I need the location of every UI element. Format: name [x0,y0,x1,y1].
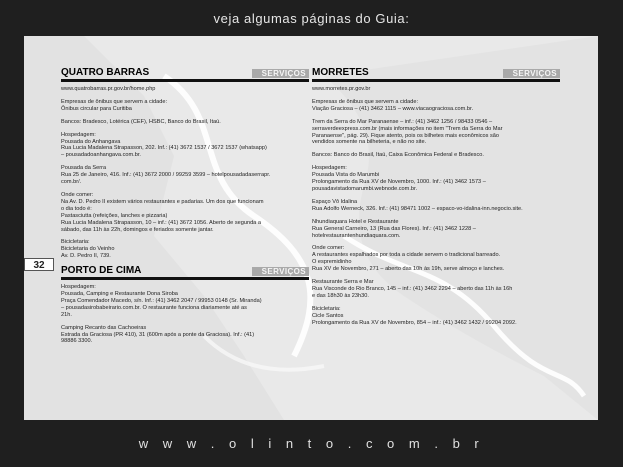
page-number: 32 [24,258,54,271]
info-line: Rua Lucia Madalena Strapasson, 10 – inf.: (41) 3672 1056. Aberto de segunda a [61,219,261,226]
guide-page-spread [24,36,598,420]
section-body-porto-de-cima [61,284,309,345]
section-header-morretes [312,68,560,82]
section-title: PORTO DE CIMA [61,265,142,277]
info-block [61,192,309,233]
info-line: Estrada da Graciosa (PR 410), 31 (600m após a ponte da Graciosa). Inf.: (41) [61,331,255,338]
section-tag: SERVIÇOS [252,69,309,78]
info-line: Na Av. D. Pedro II existem vários restaurantes e padarias. Um dos que funcionam [61,198,264,205]
section-tag: SERVIÇOS [252,267,309,276]
info-block [312,245,560,273]
info-line: Bicicletaria: [61,239,90,246]
info-line: O espremidinho [312,259,352,266]
info-line: Bancos: Banco do Brasil, Itaú, Caixa Econômica Federal e Bradesco. [312,152,484,159]
info-line: hotelrestaurantenhundiaquara.com. [312,232,401,239]
section-title: MORRETES [312,67,369,78]
info-line: – pousadadoanhangava.com.br. [61,152,141,159]
info-block [61,325,309,346]
info-block [61,132,309,160]
info-block [312,99,560,113]
section-body-morretes [312,86,560,326]
info-line: Bicicletaria: [312,305,341,312]
info-block [61,284,309,319]
info-line: Onde comer: [61,191,94,198]
info-block [312,219,560,240]
info-line: Camping Recanto das Cachoeiras [61,324,147,331]
info-line: Restaurante Serra e Mar [312,279,374,286]
info-line: Pousada, Camping e Restaurante Dona Siroba [61,291,178,298]
section-title: QUATRO BARRAS [61,67,150,78]
info-line: – pousadasirobabeirario.com.br. O restaurante funciona diariamente até as [61,304,247,311]
info-line: Pastasciutta (refeições, lanches e pizzaria) [61,212,168,219]
info-line: Empresas de ônibus que servem a cidade: [61,98,168,105]
info-line: Bancos: Bradesco, Lotérica (CEF), HSBC, Banco do Brasil, Itaú. [61,118,221,125]
info-line: Hospedagem: [61,131,96,138]
info-line: o dia todo é: [61,205,92,212]
info-line: Prolongamento da Rua XV de Novembro, 1000. Inf.: (41) 3462 1573 – [312,179,486,186]
info-line: Praça Comendador Macedo, s/n. Inf.: (41) 3462 2047 / 99953 0148 (Sr. Miranda) [61,297,262,304]
info-line: Nhundiaquara Hotel e Restaurante [312,218,399,225]
info-line: Pousada do Anhangava [61,138,121,145]
info-line: www.quatrobarras.pr.gov.br/home.php [61,86,156,92]
info-line: Empresas de ônibus que servem a cidade: [312,98,419,105]
info-line: Rua 25 de Janeiro, 416. Inf.: (41) 3672 2000 / 99259 3599 – hotelpousadadaserrapr. [61,172,271,179]
info-line: vendidos somente na bilheteria, e não no site. [312,139,427,146]
section-tag: SERVIÇOS [503,69,560,78]
info-line: Pousada da Serra [61,165,107,172]
info-line: 98886 3300. [61,338,93,345]
info-line: e das 18h30 às 23h30. [312,292,369,299]
info-block [61,99,309,113]
info-line: Prolongamento da Rua XV de Novembro, 854 – inf.: (41) 3462 1432 / 99204 2092. [312,319,517,326]
info-line: Hospedagem: [312,165,347,172]
info-line: Rua Visconde do Rio Branco, 145 – inf.: (41) 3462 2294 – aberto das 11h às 16h [312,285,513,292]
right-column [312,68,560,332]
info-line: pousadavistadomarumbi.webnode.com.br. [312,185,418,192]
info-line: Trem da Serra do Mar Paranaense – inf.: (41) 3462 1256 / 98433 0546 – [312,118,493,125]
section-header-quatro-barras [61,68,309,82]
info-line: Bicicletaria do Veinho [61,246,115,253]
info-block [312,152,560,159]
info-block [312,119,560,147]
info-line: Espaço Vô Idalina [312,198,358,205]
info-line: Rua Lucia Madalena Strapasson, 202. Inf.: (41) 3672 1537 / 3672 1537 (whatsapp) [61,145,267,152]
info-line: Rua General Carneiro, 13 (Rua das Flores). Inf.: (41) 3462 1228 – [312,225,476,232]
info-line: Hospedagem: [61,284,96,291]
left-column [61,68,309,351]
info-block [312,165,560,193]
info-block [312,199,560,213]
info-line: Cicle Santos [312,312,344,319]
info-block [61,165,309,186]
info-block [312,306,560,327]
info-block [312,86,560,93]
info-block [61,239,309,260]
info-line: sábado, das 11h às 22h, domingos e feriados somente jantar. [61,226,214,233]
info-line: Ônibus circular para Curitiba [61,105,132,112]
info-line: A restaurantes espalhados por toda a cidade servem o tradicional barreado. [312,252,501,259]
footer-url: w w w . o l i n t o . c o m . b r [138,436,485,451]
info-line: Av. D. Pedro II, 739. [61,253,111,260]
info-block [61,119,309,126]
info-line: Viação Graciosa – (41) 3462 1115 – www.viacaograciosa.com.br. [312,105,474,112]
info-line: com.br/. [61,179,82,186]
info-line: Paranaense", pág. 29). Fique atento, pois os bilhetes mais econômicos são [312,132,500,139]
info-line: Pousada Vista do Marumbi [312,172,380,179]
info-line: Onde comer: [312,245,345,252]
info-block [61,86,309,93]
info-line: serraverdeexpress.com.br (mais informações no item "Trem da Serra do Mar [312,125,503,132]
info-line: Rua Adolfo Werneck, 326. Inf.: (41) 98471 1002 – espaco-vo-idalina-inn.negocio.site. [312,205,523,212]
info-line: www.morretes.pr.gov.br [312,86,371,92]
info-line: 21h. [61,311,72,318]
page-header-title: veja algumas páginas do Guia: [213,11,410,26]
section-header-porto-de-cima [61,266,309,280]
section-body-quatro-barras [61,86,309,260]
info-block [312,279,560,300]
info-line: Rua XV de Novembro, 271 – aberto das 10h às 19h, serve almoço e lanches. [312,266,505,273]
